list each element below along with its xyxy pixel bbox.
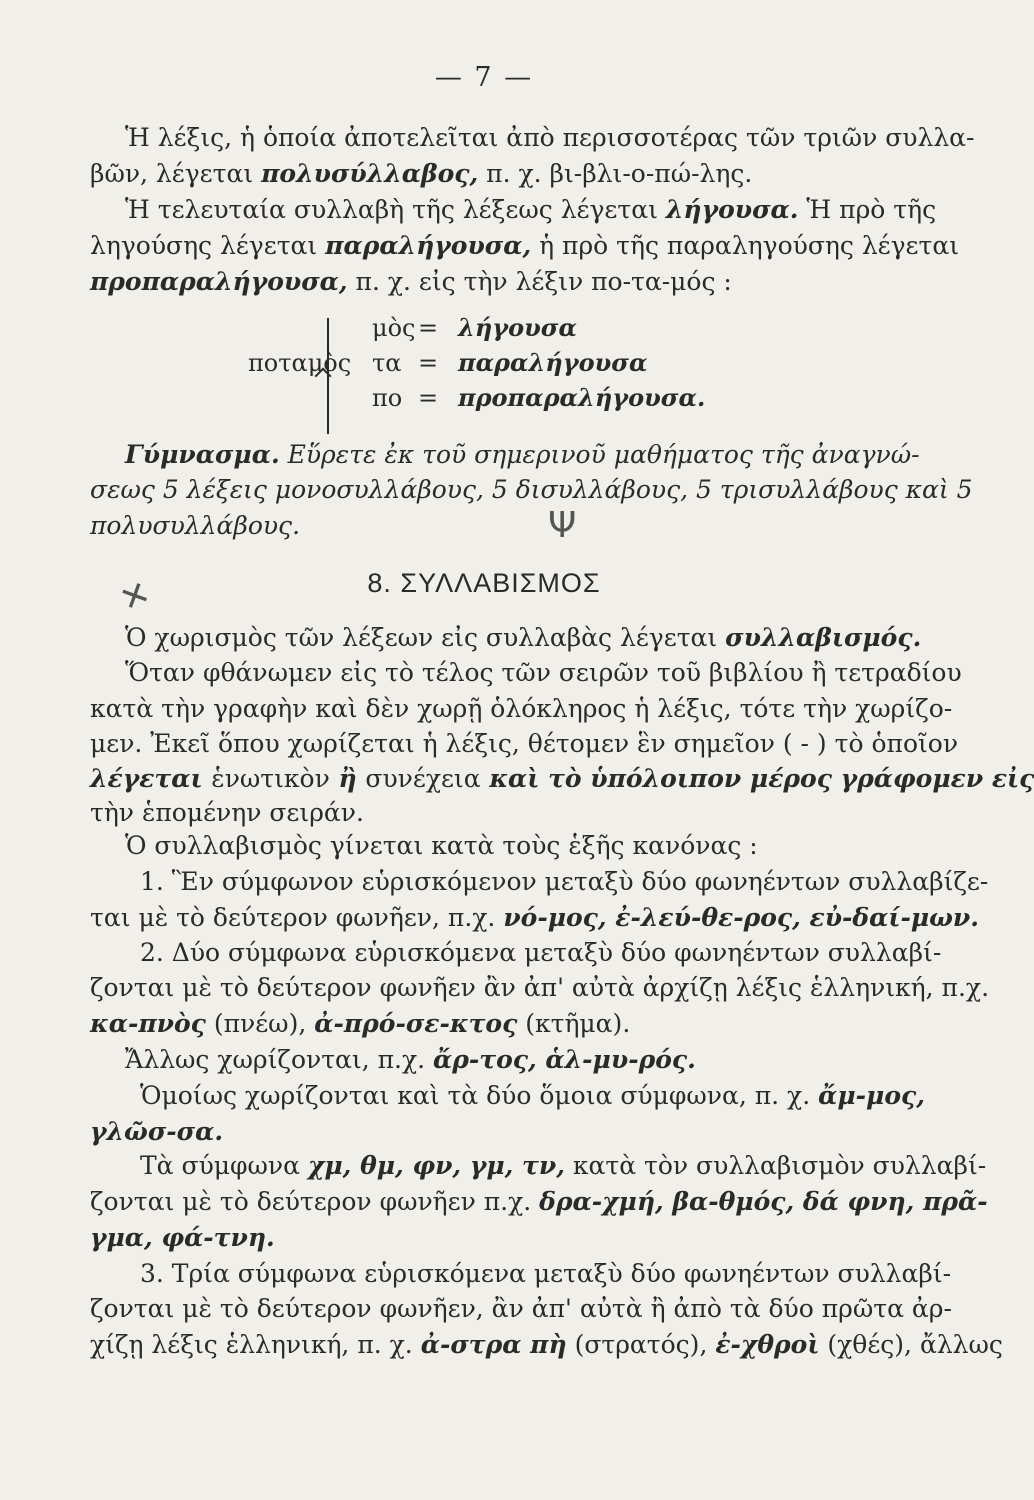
- section-line: [140, 937, 941, 969]
- intro-line: [90, 158, 752, 190]
- section-line: [90, 728, 958, 760]
- equals-sign: =: [418, 314, 439, 342]
- section-line: [90, 1222, 275, 1254]
- page-number: — 7 —: [434, 62, 534, 93]
- section-line: [90, 1293, 952, 1325]
- section-text: Ἄλλως χωρίζονται, π.χ.: [125, 1045, 434, 1074]
- syllable-name: παραλήγουσα: [458, 348, 648, 377]
- section-line: [140, 1150, 986, 1182]
- section-line: [140, 1258, 951, 1290]
- intro-term: παραλήγουσα,: [325, 231, 532, 260]
- exercise-line-3: πολυσυλλάβους.: [90, 511, 301, 540]
- intro-text: Ἡ τελευταία συλλαβὴ τῆς λέξεως λέγεται: [125, 195, 666, 224]
- intro-text: Ἡ λέξις, ἡ ὁποία ἀποτελεῖται ἀπὸ περισσοτέρας τῶν τριῶν συλλα-: [125, 123, 975, 152]
- intro-term: προπαραλήγουσα,: [90, 267, 348, 296]
- equals-sign: =: [418, 384, 439, 412]
- section-heading: 8. ΣΥΛΛΑΒΙΣΜΟΣ: [367, 568, 601, 598]
- section-text: ζονται μὲ τὸ δεύτερον φωνῆεν, ἂν ἀπ' αὐτὰ ἢ ἀπὸ τὰ δύο πρῶτα ἀρ-: [90, 1294, 952, 1323]
- section-line: [90, 1116, 223, 1148]
- pencil-mark-cross: +: [111, 567, 159, 623]
- section-line: [90, 1008, 630, 1040]
- section-line: [125, 622, 921, 654]
- section-line: [90, 693, 952, 725]
- section-text: (κτῆμα).: [517, 1009, 631, 1038]
- intro-line: [90, 266, 732, 298]
- exercise-text-1: Εὕρετε ἐκ τοῦ σημερινοῦ μαθήματος τῆς ἀναγνώ-: [279, 440, 920, 469]
- section-line: [90, 1329, 1003, 1361]
- intro-line: [90, 230, 959, 262]
- equals-sign: =: [418, 349, 439, 377]
- exercise-label: Γύμνασμα.: [125, 440, 280, 469]
- section-term: λέγεται: [90, 764, 212, 793]
- section-term: ἀ-πρό-σε-κτος: [314, 1009, 518, 1038]
- syllable: τα: [372, 349, 402, 377]
- section-text: (στρατός),: [566, 1330, 716, 1359]
- section-text: 2. Δύο σύμφωνα εὑρισκόμενα μεταξὺ δύο φωνηέντων συλλαβί-: [140, 938, 942, 967]
- section-text: Ὁ συλλαβισμὸς γίνεται κατὰ τοὺς ἑξῆς κανόνας :: [125, 831, 758, 860]
- section-text: Ὅταν φθάνωμεν εἰς τὸ τέλος τῶν σειρῶν τοῦ βιβλίου ἢ τετραδίου: [125, 658, 962, 687]
- section-line: [90, 972, 989, 1004]
- section-term: δρα-χμή, βα-θμός, δά φνη, πρᾶ-: [539, 1187, 988, 1216]
- brace-icon: [327, 318, 343, 434]
- section-text: (χθές), ἄλλως: [819, 1330, 1003, 1359]
- exercise-line-2: σεως 5 λέξεις μονοσυλλάβους, 5 δισυλλάβους, 5 τρισυλλάβους καὶ 5: [90, 475, 973, 504]
- section-term: ἄμ-μος,: [818, 1081, 925, 1110]
- section-term: ἀ-στρα πὴ: [420, 1330, 567, 1359]
- section-text: ζονται μὲ τὸ δεύτερον φωνῆεν ἂν ἀπ' αὐτὰ ἀρχίζῃ λέξις ἑλληνική, π.χ.: [90, 973, 990, 1002]
- intro-text: βῶν, λέγεται: [90, 159, 262, 188]
- section-line: [90, 902, 979, 934]
- pencil-mark-psi: Ψ: [548, 505, 577, 546]
- intro-term: πολυσύλλαβος,: [261, 159, 479, 188]
- section-text: κατὰ τὴν γραφὴν καὶ δὲν χωρῇ ὁλόκληρος ἡ λέξις, τότε τὴν χωρίζο-: [90, 694, 953, 723]
- section-term: καὶ τὸ ὑπόλοιπον μέρος γράφομεν εἰς: [480, 764, 1034, 793]
- intro-text: π. χ. βι-βλι-ο-πώ-λης.: [478, 159, 753, 188]
- section-term: συλλαβισμός.: [725, 623, 922, 652]
- section-line: [140, 1080, 925, 1112]
- syllable-row: [372, 313, 577, 342]
- section-term: κα-πνὸς: [90, 1009, 206, 1038]
- syllable-name: λήγουσα: [458, 313, 577, 342]
- example-word: ποταμὸς: [248, 349, 352, 377]
- section-term: γλῶσ-σα.: [90, 1117, 224, 1146]
- section-text: 1. Ἓν σύμφωνον εὑρισκόμενον μεταξὺ δύο φωνηέντων συλλαβίζε-: [140, 867, 989, 896]
- section-line: [125, 657, 962, 689]
- intro-text: Ἡ πρὸ τῆς: [798, 195, 937, 224]
- intro-term: λήγουσα.: [665, 195, 799, 224]
- section-term: ἄρ-τος, ἁλ-μυ-ρός.: [433, 1045, 696, 1074]
- syllable: πο: [372, 384, 403, 412]
- section-line: [125, 1044, 696, 1076]
- section-text: μεν. Ἐκεῖ ὅπου χωρίζεται ἡ λέξις, θέτομεν ἓν σημεῖον ( - ) τὸ ὁποῖον: [90, 729, 959, 758]
- section-term: γμα, φά-τνη.: [90, 1223, 275, 1252]
- section-text: χίζῃ λέξις ἑλληνική, π. χ.: [90, 1330, 421, 1359]
- section-text: συνέχεια: [365, 764, 481, 793]
- syllable: μὸς: [372, 314, 416, 342]
- section-text: 3. Τρία σύμφωνα εὑρισκόμενα μεταξὺ δύο φωνηέντων συλλαβί-: [140, 1259, 952, 1288]
- section-text: (πνέω),: [205, 1009, 315, 1038]
- exercise-line-1: [125, 439, 920, 471]
- section-text: ἑνωτικὸν: [211, 764, 330, 793]
- section-line: [90, 763, 1034, 795]
- section-term: χμ, θμ, φν, γμ, τν,: [307, 1151, 565, 1180]
- intro-text: ληγούσης λέγεται: [90, 231, 326, 260]
- section-term: ἢ: [329, 764, 366, 793]
- section-text: Τὰ σύμφωνα: [140, 1151, 308, 1180]
- section-text: ται μὲ τὸ δεύτερον φωνῆεν, π.χ.: [90, 903, 504, 932]
- section-term: νό-μος, ἐ-λεύ-θε-ρος, εὐ-δαί-μων.: [503, 903, 979, 932]
- section-line: [90, 797, 364, 829]
- section-term: ἐ-χθροὶ: [715, 1330, 820, 1359]
- syllable-row: [372, 383, 705, 412]
- syllable-row: [372, 348, 647, 377]
- syllable-name: προπαραλήγουσα.: [458, 383, 706, 412]
- section-line: [90, 1186, 988, 1218]
- section-text: ζονται μὲ τὸ δεύτερον φωνῆεν π.χ.: [90, 1187, 540, 1216]
- section-text: τὴν ἑπομένην σειράν.: [90, 798, 364, 827]
- section-text: Ὁμοίως χωρίζονται καὶ τὰ δύο ὅμοια σύμφωνα, π. χ.: [140, 1081, 819, 1110]
- section-text: Ὁ χωρισμὸς τῶν λέξεων εἰς συλλαβὰς λέγεται: [125, 623, 726, 652]
- intro-line: [125, 122, 975, 154]
- intro-text: π. χ. εἰς τὴν λέξιν πο-τα-μός :: [347, 267, 732, 296]
- section-line: [140, 866, 988, 898]
- intro-line: [125, 194, 936, 226]
- section-line: [125, 830, 758, 862]
- intro-text: ἡ πρὸ τῆς παραληγούσης λέγεται: [531, 231, 960, 260]
- section-text: κατὰ τὸν συλλαβισμὸν συλλαβί-: [564, 1151, 987, 1180]
